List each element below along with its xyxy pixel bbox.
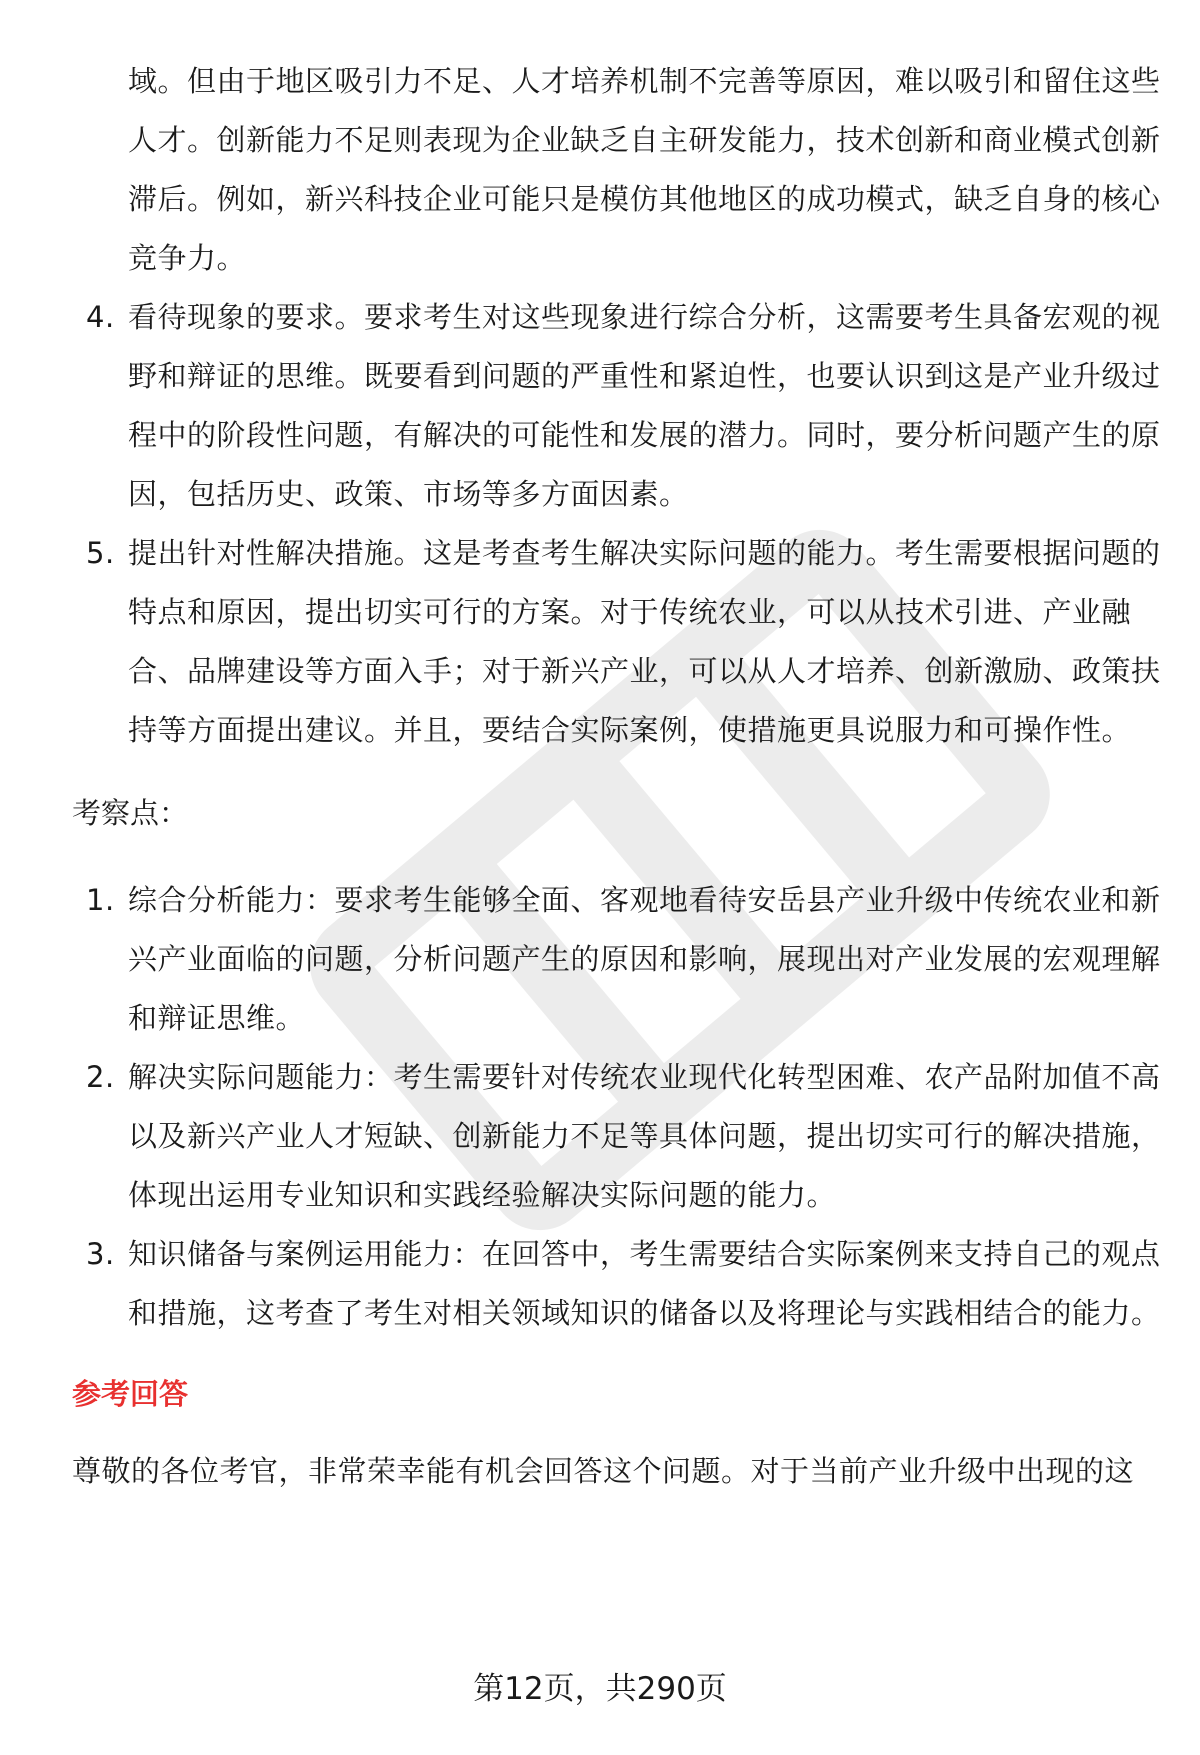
list-item xyxy=(72,871,1162,1048)
list-text: 看待现象的要求。要求考生对这些现象进行综合分析，这需要考生具备宏观的视野和辩证的思维。既要看到问题的严重性和紧迫性，也要认识到这是产业升级过程中的阶段性问题，有解决的可能性和发展的潜力。同时，要分析问题产生的原因，包括历史、政策、市场等多方面因素。 xyxy=(128,300,1161,511)
list-text: 知识储备与案例运用能力：在回答中，考生需要结合实际案例来支持自己的观点和措施，这考查了考生对相关领域知识的储备以及将理论与实践相结合的能力。 xyxy=(128,1237,1161,1330)
list-item xyxy=(72,524,1162,760)
list-item xyxy=(72,288,1162,524)
page-number-footer: 第12页，共290页 xyxy=(473,1671,727,1707)
list-number: 4. xyxy=(86,300,115,334)
analysis-list xyxy=(72,288,1162,760)
list-item xyxy=(72,1048,1162,1225)
list-text: 综合分析能力：要求考生能够全面、客观地看待安岳县产业升级中传统农业和新兴产业面临的问题，分析问题产生的原因和影响，展现出对产业发展的宏观理解和辩证思维。 xyxy=(128,883,1161,1035)
points-list xyxy=(72,871,1162,1343)
list-number: 3. xyxy=(86,1237,115,1271)
main-content xyxy=(72,52,1162,1501)
points-label: 考察点： xyxy=(72,796,189,830)
list-number: 2. xyxy=(86,1060,115,1094)
list-text: 解决实际问题能力：考生需要针对传统农业现代化转型困难、农产品附加值不高以及新兴产业人才短缺、创新能力不足等具体问题，提出切实可行的解决措施，体现出运用专业知识和实践经验解决实际问题的能力。 xyxy=(128,1060,1161,1212)
list-number: 5. xyxy=(86,536,115,570)
answer-intro: 尊敬的各位考官，非常荣幸能有机会回答这个问题。对于当前产业升级中出现的这 xyxy=(72,1454,1135,1488)
answer-heading: 参考回答 xyxy=(72,1377,189,1411)
continuation-paragraph: 域。但由于地区吸引力不足、人才培养机制不完善等原因，难以吸引和留住这些人才。创新能力不足则表现为企业缺乏自主研发能力，技术创新和商业模式创新滞后。例如，新兴科技企业可能只是模仿其他地区的成功模式，缺乏自身的核心竞争力。 xyxy=(128,64,1161,275)
list-text: 提出针对性解决措施。这是考查考生解决实际问题的能力。考生需要根据问题的特点和原因，提出切实可行的方案。对于传统农业，可以从技术引进、产业融合、品牌建设等方面入手；对于新兴产业，可以从人才培养、创新激励、政策扶持等方面提出建议。并且，要结合实际案例，使措施更具说服力和可操作性。 xyxy=(128,536,1161,747)
list-number: 1. xyxy=(86,883,115,917)
list-item xyxy=(72,1225,1162,1343)
